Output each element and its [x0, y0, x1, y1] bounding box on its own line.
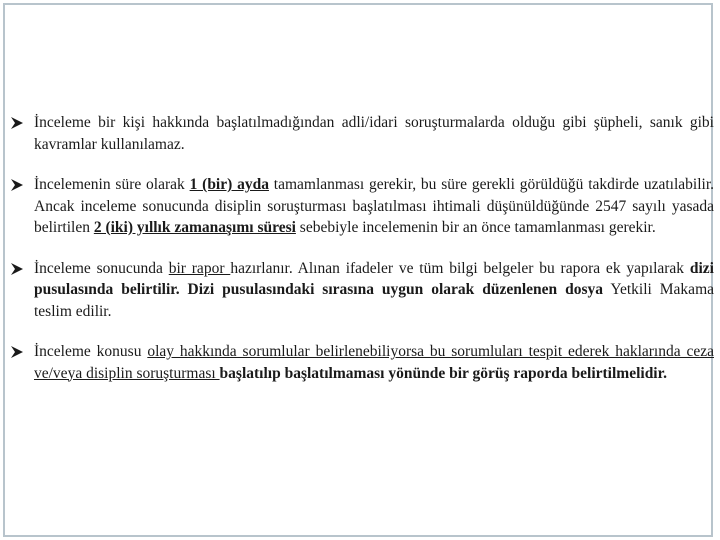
text-segment: 2 (iki) yıllık zamanaşımı süresi — [93, 219, 296, 236]
text-segment: sebebiyle incelemenin bir an önce tamamlanması gerekir. — [295, 219, 656, 236]
text-segment: olay hakkında sorumlular belirlenebiliyorsa bu sorumluları tespit ederek haklarında ceza ve/veya disiplin soruşturması — [34, 343, 714, 382]
text-segment: başlatılıp başlatılmaması yönünde bir görüş raporda belirtilmelidir. — [219, 364, 667, 382]
bullet-list — [10, 112, 714, 403]
bullet-item — [10, 174, 714, 239]
text-segment: dizi pusulasında belirtilir. Dizi pusulasındaki sırasına uygun olarak düzenlenen dosya — [34, 259, 714, 298]
arrow-bullet-icon — [10, 116, 24, 130]
text-segment: bir rapor — [168, 259, 231, 277]
text-segment: İncelemenin süre olarak — [34, 176, 190, 193]
arrow-bullet-icon — [10, 345, 24, 359]
arrow-bullet-icon — [10, 178, 24, 192]
bullet-text — [34, 176, 714, 236]
text-segment: tamamlanması gerekir, bu süre gerekli görüldüğü takdirde uzatılabilir. Ancak inceleme sonucunda disiplin soruşturması başlatılması ihtimali düşünüldüğünde 2547 sayılı yasada belirtilen — [34, 176, 714, 236]
text-segment: İnceleme sonucunda — [34, 259, 169, 277]
text-segment: Yetkili Makama teslim edilir. — [34, 281, 715, 320]
bullet-text — [34, 343, 714, 382]
bullet-item — [10, 112, 714, 155]
text-segment: hazırlanır. Alınan ifadeler ve tüm bilgi belgeler bu rapora ek yapılarak — [230, 259, 690, 277]
bullet-text — [34, 260, 714, 320]
text-segment: 1 (bir) ayda — [189, 176, 269, 193]
text-segment: İnceleme konusu — [34, 343, 148, 360]
bullet-item — [10, 341, 714, 384]
text-segment: İnceleme bir kişi hakkında başlatılmadığından adli/idari soruşturmalarda olduğu gibi şüpheli, sanık gibi kavramlar kullanılamaz. — [34, 114, 714, 153]
arrow-bullet-icon — [10, 262, 24, 276]
bullet-text — [34, 114, 714, 153]
bullet-item — [10, 258, 714, 323]
